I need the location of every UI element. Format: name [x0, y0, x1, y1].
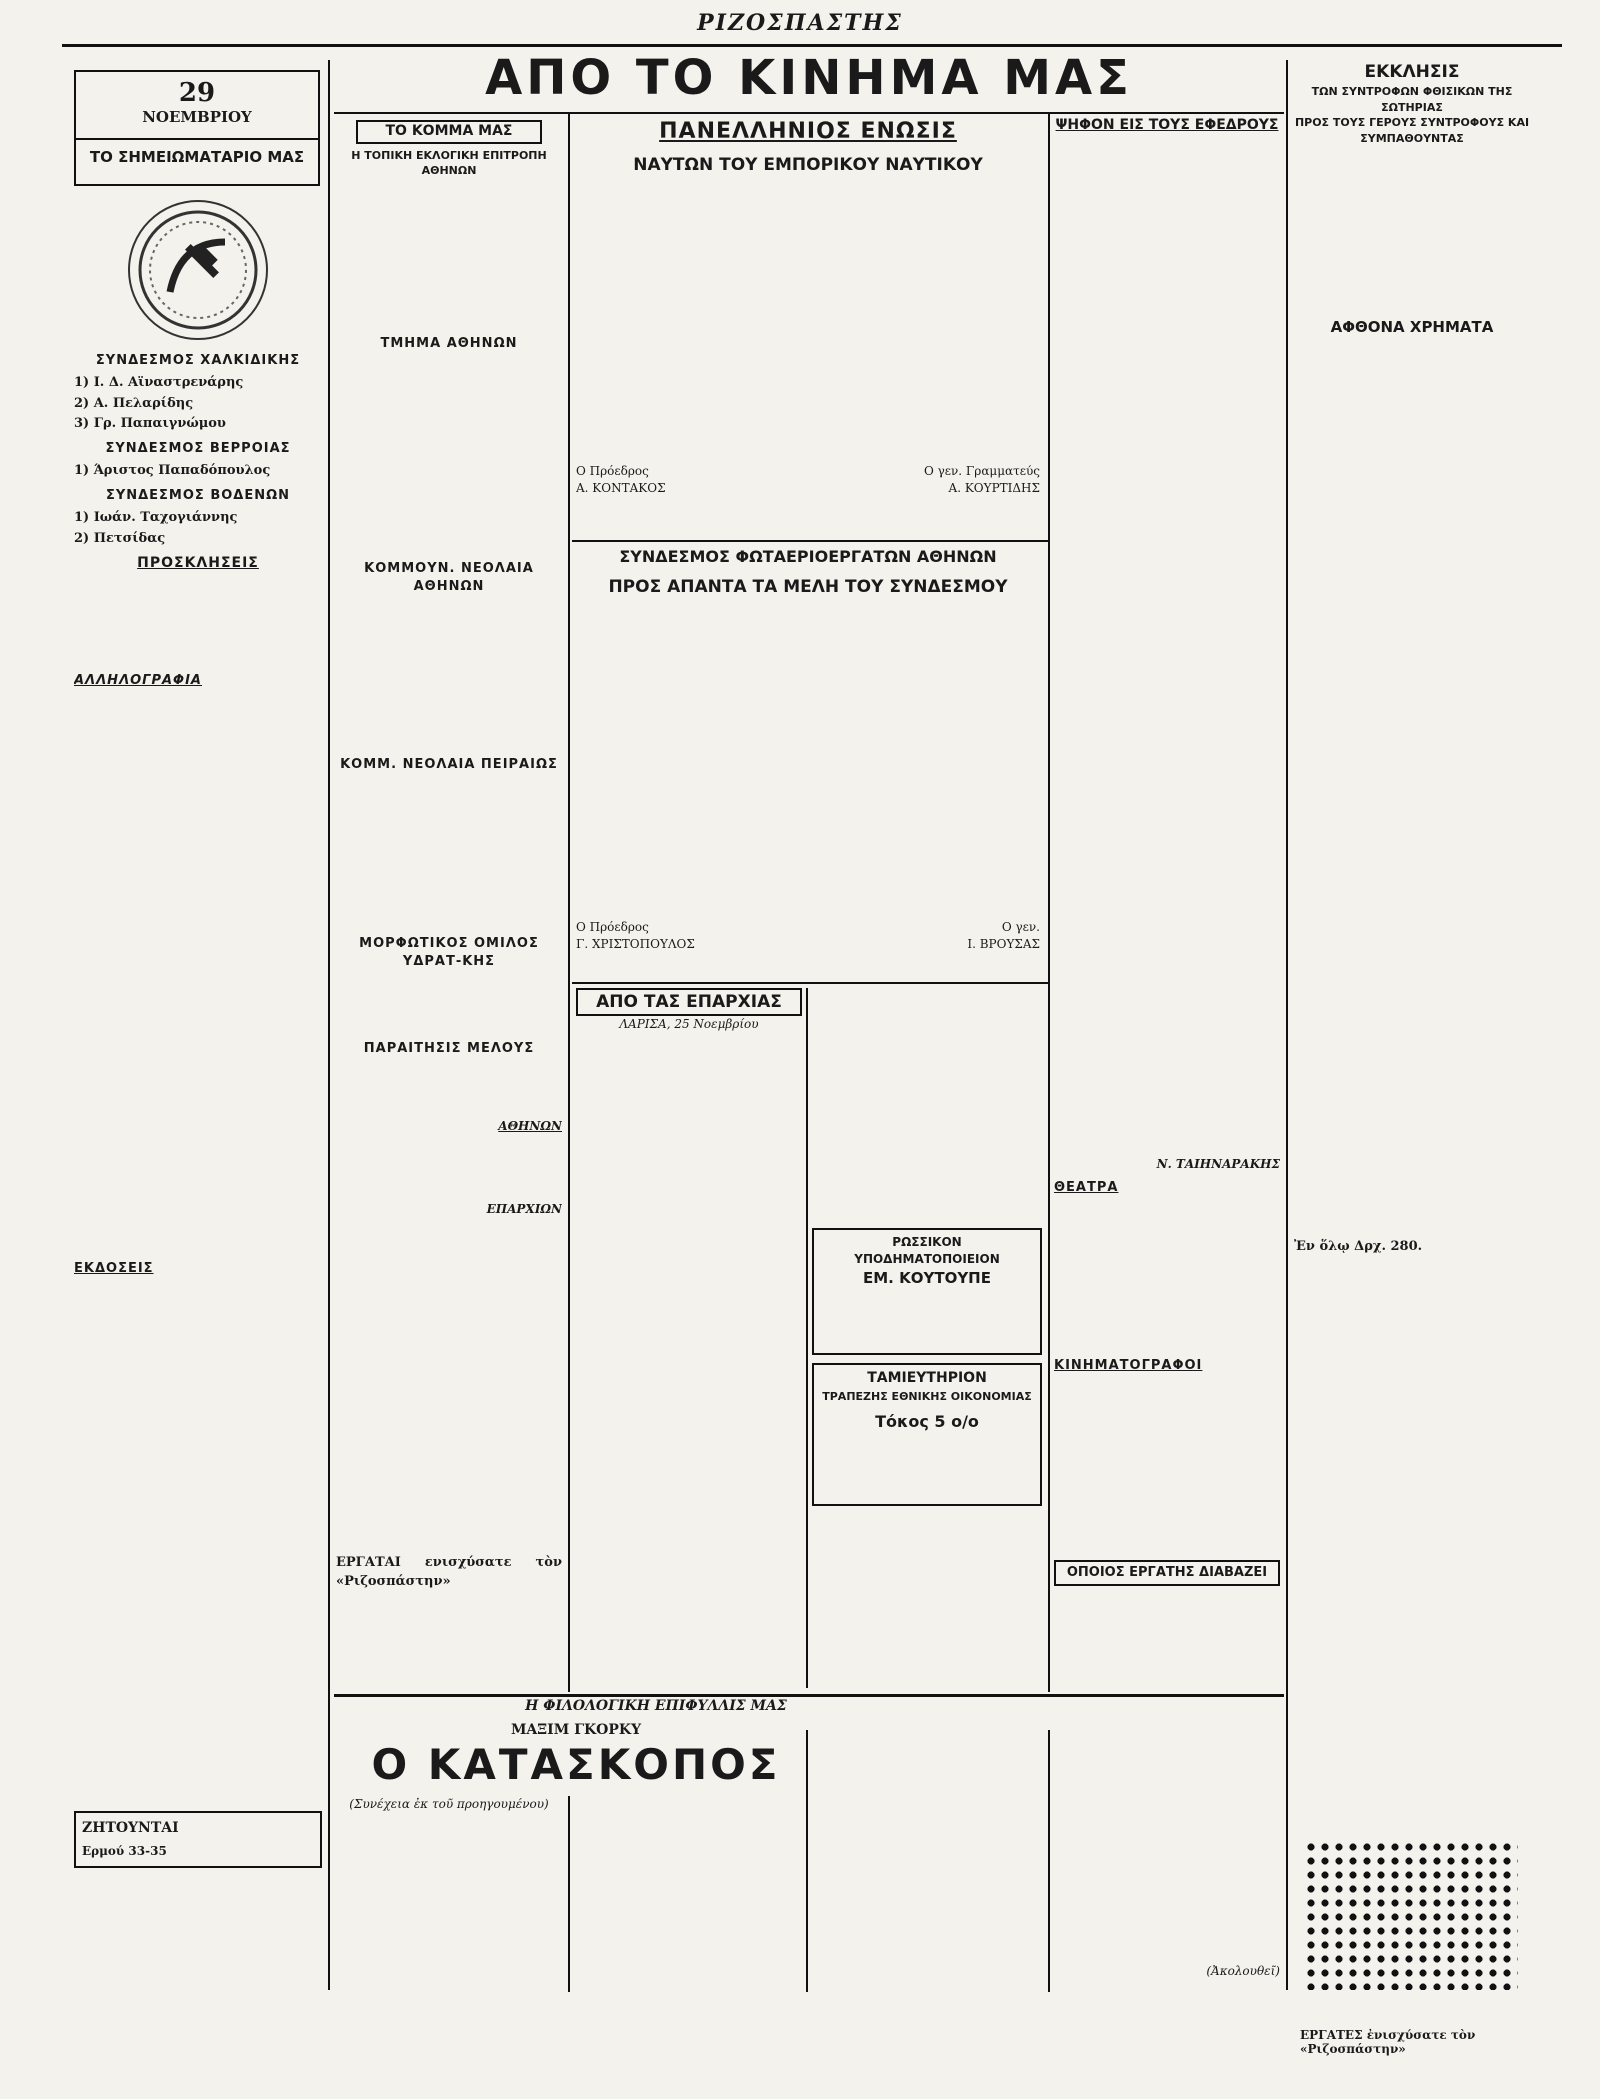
signature-secretary-label: Ο γεν. Γραμματεύς [923, 464, 1040, 479]
section-invitations: ΠΡΟΣΚΛΗΣΕΙΣ [137, 555, 259, 572]
serial-title: Ο ΚΑΤΑΣΚΟΠΟΣ [371, 1740, 781, 1789]
bank-interest-rate: Τόκος 5 ο/ο [875, 1411, 979, 1431]
signature-name: Ι. ΒΡΟΥΣΑΣ [967, 936, 1040, 951]
city-athens: ΑΘΗΝΩΝ [498, 1119, 562, 1134]
column-divider [806, 988, 808, 1688]
athens-branch-text-block [336, 358, 562, 554]
appeal-emphasis: ΑΦΘΟΝΑ ΧΡΗΜΑΤΑ [1330, 317, 1494, 336]
signature-label: Ο Πρόεδρος [576, 919, 649, 934]
banner-title: ΑΠΟ ΤΟ ΚΙΝΗΜΑ ΜΑΣ [485, 50, 1133, 106]
list-item: 1) Ι. Δ. Αϊναστρενάρης [74, 375, 244, 391]
section-youth-athens: ΚΟΜΜΟΥΝ. ΝΕΟΛΑΙΑ ΑΘΗΝΩΝ [364, 560, 534, 594]
signature-name: Α. ΚΟΥΡΤΙΔΗΣ [948, 481, 1040, 496]
serial-to-be-continued: (Ἀκολουθεῖ) [1206, 1964, 1280, 1978]
column-divider [1048, 1730, 1050, 1992]
signature-name: Γ. ΧΡΙΣΤΟΠΟΥΛΟΣ [576, 936, 695, 951]
section-hydra-club: ΜΟΡΦΩΤΙΚΟΣ ΟΜΙΛΟΣ ΥΔΡΑΤ-ΚΗΣ [359, 935, 539, 970]
cinemas-title: ΚΙΝΗΜΑΤΟΓΡΑΦΟΙ [1054, 1358, 1203, 1374]
section-publications: ΕΚΔΟΣΕΙΣ [74, 1261, 154, 1277]
reservists-title: ΨΗΦΟΝ ΕΙΣ ΤΟΥΣ ΕΦΕΔΡΟΥΣ [1055, 117, 1279, 133]
gasworkers-text-block [576, 599, 1040, 919]
section-athens-branch: ΤΜΗΜΑ ΑΘΗΝΩΝ [380, 336, 518, 352]
section-verroia: ΣΥΝΔΕΣΜΟΣ ΒΕΡΡΟΙΑΣ [105, 440, 291, 456]
list-item: 2) Πετσίδας [74, 530, 166, 546]
section-provinces [576, 988, 802, 1688]
sailors-signatures [576, 463, 1040, 480]
hammer-sickle-emblem-icon [128, 200, 268, 340]
worker-reads-box: ΟΠΟΙΟΣ ΕΡΓΑΤΗΣ ΔΙΑΒΑΖΕΙ [1054, 1560, 1280, 1586]
wanted-ad-title: ΖΗΤΟΥΝΤΑΙ [82, 1819, 179, 1836]
reservists-signer: Ν. ΤΑΙΗΝΑΡΑΚΗΣ [1156, 1156, 1280, 1171]
column-reservists [1054, 116, 1280, 1656]
section-ads [812, 988, 1042, 1688]
section-resignation: ΠΑΡΑΙΤΗΣΙΣ ΜΕΛΟΥΣ [363, 1040, 535, 1056]
signature-name: Α. ΚΟΝΤΑΚΟΣ [576, 481, 666, 496]
sailors-text-block [576, 183, 1040, 463]
newspaper-masthead: ΡΙΖΟΣΠΑΣΤΗΣ [697, 10, 903, 36]
provinces-news-text-block [336, 1218, 562, 1548]
section-chalkidiki: ΣΥΝΔΕΣΜΟΣ ΧΑΛΚΙΔΙΚΗΣ [95, 353, 301, 368]
section-vodena: ΣΥΝΔΕΣΜΟΣ ΒΟΔΕΝΩΝ [105, 487, 291, 503]
gasworkers-title: ΣΥΝΔΕΣΜΟΣ ΦΩΤΑΕΡΙΟΕΡΓΑΤΩΝ ΑΘΗΝΩΝ [619, 547, 997, 566]
left-column [74, 346, 322, 1982]
section-rule [572, 540, 1048, 542]
serial-author: ΜΑΞΙΜ ΓΚΟΡΚΥ [510, 1722, 642, 1738]
wanted-ad [74, 1811, 322, 1868]
sailors-subtitle: ΝΑΥΤΩΝ ΤΟΥ ΕΜΠΟΡΙΚΟΥ ΝΑΥΤΙΚΟΥ [633, 155, 983, 176]
theatres-listing [1054, 1201, 1280, 1351]
invitations-text-block [74, 578, 322, 666]
right-column [1294, 60, 1530, 1990]
list-item: 1) Άριστος Παπαδόπουλος [74, 463, 271, 479]
appeal-title: ΕΚΚΛΗΣΙΣ [1364, 62, 1460, 82]
theatres-title: ΘΕΑΤΡΑ [1054, 1179, 1119, 1195]
athens-news-text-block [336, 1135, 562, 1201]
section-gasworkers [576, 546, 1040, 986]
appeal-subtitle-2: ΠΡΟΣ ΤΟΥΣ ΓΕΡΟΥΣ ΣΥΝΤΡΟΦΟΥΣ ΚΑΙ ΣΥΜΠΑΘΟΥΝΤΑΣ [1294, 116, 1530, 145]
signature-label: Ο γεν. [1001, 919, 1040, 934]
shoe-shop-ad [812, 1228, 1042, 1355]
provinces-title: ΑΠΟ ΤΑΣ ΕΠΑΡΧΙΑΣ [576, 988, 802, 1016]
notebook-label: ΤΟ ΣΗΜΕΙΩΜΑΤΑΡΙΟ ΜΑΣ [89, 148, 305, 166]
gasworkers-signature-names [576, 936, 1040, 953]
cinemas-listing [1054, 1380, 1280, 1560]
savings-bank-ad [812, 1363, 1042, 1505]
date-day: 29 [178, 78, 216, 108]
sailors-signature-names [576, 480, 1040, 497]
party-heading: ΤΟ ΚΟΜΜΑ ΜΑΣ [356, 120, 542, 144]
section-correspondence: ΑΛΛΗΛΟΓΡΑΦΙΑ [74, 672, 202, 688]
col2-footer-appeal: ΕΡΓΑΤΑΙ ενισχύσατε τὸν «Ριζοσπάστην» [336, 1555, 562, 1589]
serial-column-1 [336, 1796, 562, 1986]
masthead-rule [62, 44, 1562, 47]
section-youth-piraeus: ΚΟΜΜ. ΝΕΟΛΑΙΑ ΠΕΙΡΑΙΩΣ [340, 757, 558, 773]
publications-text-block [74, 1283, 322, 1803]
appeal-total: Ἐν ὅλῳ Δρχ. 280. [1294, 1238, 1423, 1254]
column-divider [1048, 112, 1050, 1692]
gasworkers-signatures [576, 919, 1040, 936]
banner-rule [334, 112, 1284, 114]
dotted-frame-ad [1304, 1840, 1518, 1990]
city-provinces: ΕΠΑΡΧΙΩΝ [486, 1202, 562, 1217]
youth-piraeus-text-block [336, 779, 562, 929]
appeal-text-block-2 [1294, 338, 1530, 1238]
column-divider [806, 1730, 808, 1992]
signature-president-label: Ο Πρόεδρος [576, 464, 649, 479]
appeal-subtitle: ΤΩΝ ΣΥΝΤΡΟΦΩΝ ΦΘΙΣΙΚΩΝ ΤΗΣ ΣΩΤΗΡΙΑΣ [1311, 85, 1513, 114]
column-divider [1286, 60, 1288, 1990]
right-column-footer: ΕΡΓΑΤΕΣ ἐνισχύσατε τὸν «Ριζοσπάστην» [1300, 2028, 1476, 2056]
date-month: ΝΟΕΜΒΡΙΟΥ [142, 108, 252, 126]
shoe-shop-title: ΡΩΣΣΙΚΟΝ ΥΠΟΔΗΜΑΤΟΠΟΙΕΙΟΝ [854, 1235, 1000, 1267]
column-divider [568, 1796, 570, 1992]
column-sailors [576, 116, 1040, 536]
gasworkers-subtitle: ΠΡΟΣ ΑΠΑΝΤΑ ΤΑ ΜΕΛΗ ΤΟΥ ΣΥΝΔΕΣΜΟΥ [608, 576, 1008, 597]
date-box [74, 70, 320, 186]
correspondence-text-block [74, 694, 322, 1254]
appeal-text-block [1294, 147, 1530, 317]
date-divider [76, 138, 318, 140]
party-text-block [336, 179, 562, 329]
resignation-text-block [336, 1062, 562, 1118]
party-subheading: Η ΤΟΠΙΚΗ ΕΚΛΟΓΙΚΗ ΕΠΙΤΡΟΠΗ ΑΘΗΝΩΝ [351, 148, 547, 178]
shoe-shop-text [818, 1289, 1036, 1349]
list-item: 3) Γρ. Παπαιγνώμου [74, 416, 226, 432]
bank-text [818, 1440, 1036, 1500]
wanted-ad-address: Ερμού 33-35 [82, 1843, 167, 1858]
sailors-title: ΠΑΝΕΛΛΗΝΙΟΣ ΕΝΩΣΙΣ [659, 119, 957, 144]
section-rule [572, 982, 1048, 984]
list-item: 2) Α. Πελαρίδης [74, 395, 194, 411]
serial-top-rule [334, 1694, 1284, 1697]
hydra-club-text-block [336, 976, 562, 1034]
serial-continued-note: (Συνέχεια ἐκ τοῦ προηγουμένου) [349, 1797, 549, 1811]
column-divider [328, 60, 330, 1990]
serial-banner: Η ΦΙΛΟΛΟΓΙΚΗ ΕΠΙΦΥΛΛΙΣ ΜΑΣ [525, 1698, 787, 1714]
list-item: 1) Ιωάν. Ταχογιάννης [74, 510, 238, 526]
column-divider [568, 112, 570, 1692]
bank-title: ΤΑΜΙΕΥΤΗΡΙΟΝ [867, 1370, 987, 1387]
provinces-dateline: ΛΑΡΙΣΑ, 25 Νοεμβρίου [619, 1017, 759, 1032]
bank-subtitle: ΤΡΑΠΕΖΗΣ ΕΘΝΙΚΗΣ ΟΙΚΟΝΟΜΙΑΣ [822, 1390, 1032, 1404]
reservists-text-block [1054, 136, 1280, 1156]
provinces-text-continued [812, 988, 1042, 1228]
shoe-shop-owner: ΕΜ. ΚΟΥΤΟΥΠΕ [863, 1269, 991, 1288]
column-party [336, 116, 562, 1686]
youth-athens-text-block [336, 600, 562, 750]
